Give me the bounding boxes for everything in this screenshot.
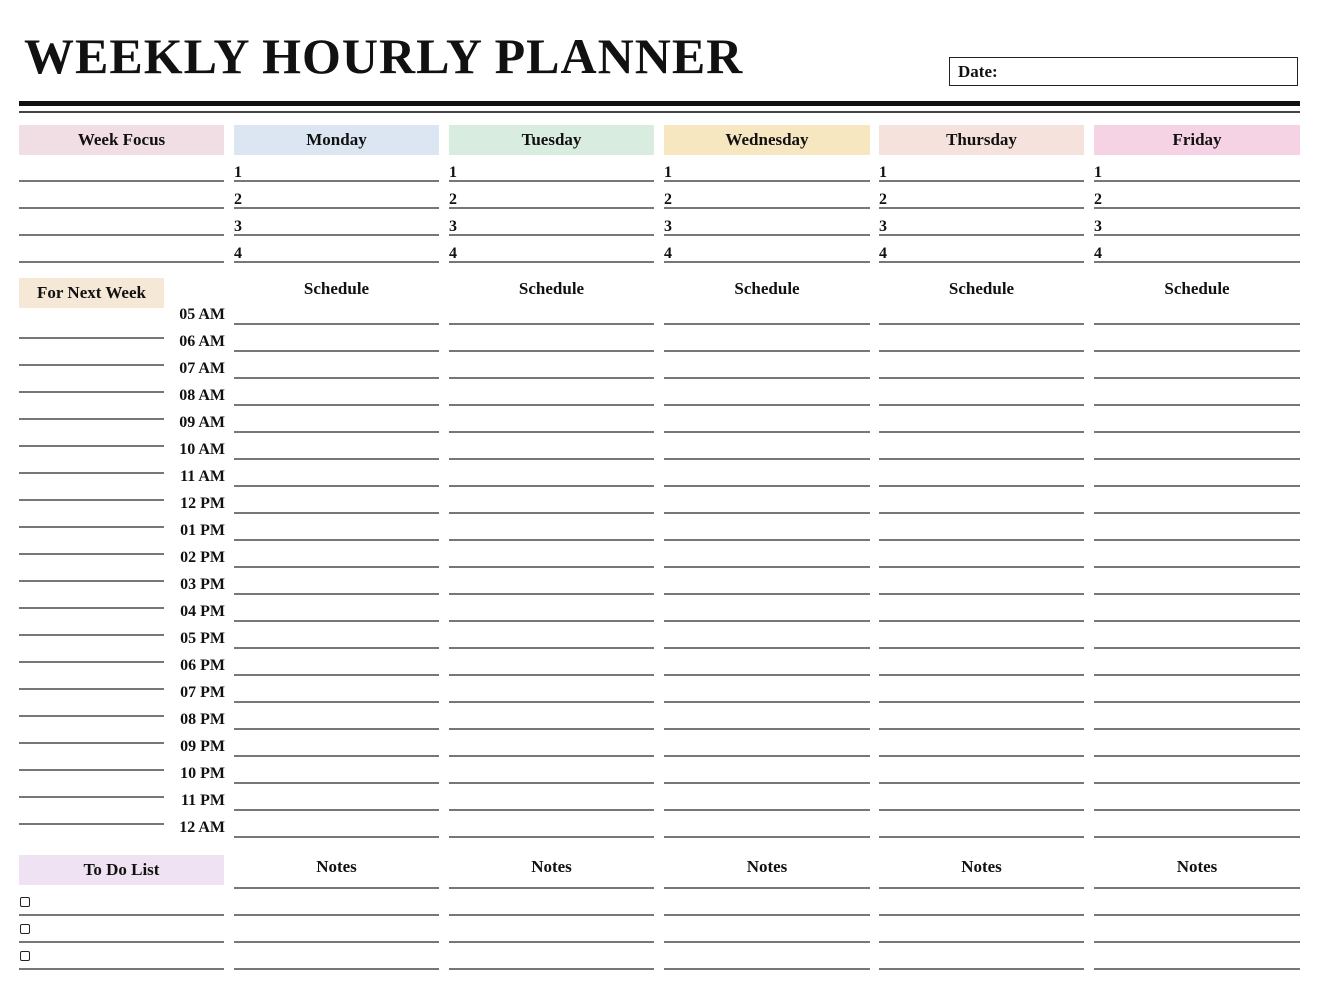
schedule-line[interactable] [879,350,1084,352]
priority-line[interactable] [1094,234,1300,236]
schedule-line[interactable] [879,539,1084,541]
schedule-line[interactable] [879,701,1084,703]
next-week-line[interactable] [19,634,164,636]
next-week-line[interactable] [19,526,164,528]
priority-line[interactable] [664,207,870,209]
todo-checkbox[interactable] [20,951,30,961]
schedule-line[interactable] [449,458,654,460]
day-header-monday: Monday [234,125,439,155]
schedule-line[interactable] [449,755,654,757]
todo-list-header: To Do List [19,855,224,885]
schedule-line[interactable] [234,485,439,487]
next-week-line[interactable] [19,391,164,393]
schedule-line[interactable] [1094,458,1300,460]
time-label: 10 PM [180,765,225,782]
time-label: 12 PM [180,495,225,512]
schedule-line[interactable] [449,377,654,379]
schedule-line[interactable] [449,809,654,811]
time-label: 02 PM [180,549,225,566]
notes-line[interactable] [449,887,654,889]
schedule-line[interactable] [234,512,439,514]
schedule-line[interactable] [234,809,439,811]
notes-line[interactable] [234,968,439,970]
notes-header: Notes [316,857,357,876]
priority-number: 1 [449,164,457,181]
schedule-line[interactable] [449,431,654,433]
schedule-header: Schedule [734,279,800,298]
notes-header: Notes [961,857,1002,876]
schedule-line[interactable] [1094,593,1300,595]
notes-line[interactable] [1094,941,1300,943]
schedule-line[interactable] [1094,674,1300,676]
time-label: 10 AM [179,441,225,458]
schedule-line[interactable] [1094,323,1300,325]
priority-line[interactable] [879,261,1084,263]
schedule-line[interactable] [879,431,1084,433]
schedule-line[interactable] [449,782,654,784]
schedule-line[interactable] [664,755,870,757]
schedule-line[interactable] [879,485,1084,487]
notes-line[interactable] [879,941,1084,943]
schedule-line[interactable] [879,323,1084,325]
schedule-line[interactable] [1094,377,1300,379]
schedule-header: Schedule [518,279,585,298]
schedule-line[interactable] [449,647,654,649]
priority-number: 3 [234,218,242,235]
schedule-line[interactable] [1094,782,1300,784]
day-header-friday: Friday [1094,125,1300,155]
priority-number: 2 [449,191,457,208]
priority-number: 3 [664,218,672,235]
week-focus-line[interactable] [19,261,224,263]
priority-number: 2 [234,191,242,208]
schedule-line[interactable] [664,566,870,568]
schedule-line[interactable] [234,782,439,784]
date-field[interactable]: Date: [949,57,1298,86]
schedule-line[interactable] [449,728,654,730]
notes-line[interactable] [449,968,654,970]
schedule-line[interactable] [1094,809,1300,811]
for-next-week-header: For Next Week [19,278,164,308]
schedule-line[interactable] [879,755,1084,757]
schedule-line[interactable] [234,647,439,649]
day-header-tuesday: Tuesday [449,125,654,155]
schedule-line[interactable] [1094,404,1300,406]
week-focus-line[interactable] [19,234,224,236]
schedule-line[interactable] [879,512,1084,514]
notes-line[interactable] [1094,968,1300,970]
schedule-line[interactable] [1094,512,1300,514]
notes-line[interactable] [879,914,1084,916]
schedule-line[interactable] [449,566,654,568]
next-week-line[interactable] [19,823,164,825]
priority-number: 1 [664,164,672,181]
schedule-line[interactable] [234,323,439,325]
next-week-line[interactable] [19,688,164,690]
time-label: 06 AM [179,333,225,350]
schedule-line[interactable] [664,728,870,730]
schedule-line[interactable] [879,377,1084,379]
schedule-line[interactable] [449,539,654,541]
priority-line[interactable] [879,180,1084,182]
priority-number: 4 [449,245,457,262]
schedule-header: Schedule [1164,279,1230,298]
notes-header: Notes [1176,857,1218,876]
week-focus-line[interactable] [19,180,224,182]
schedule-line[interactable] [1094,755,1300,757]
time-label: 04 PM [180,603,225,620]
schedule-line[interactable] [234,458,439,460]
schedule-line[interactable] [664,458,870,460]
schedule-line[interactable] [234,404,439,406]
time-label: 08 AM [179,387,225,404]
next-week-line[interactable] [19,796,164,798]
schedule-line[interactable] [664,620,870,622]
priority-line[interactable] [234,261,439,263]
todo-checkbox[interactable] [20,924,30,934]
schedule-line[interactable] [234,836,439,838]
priority-line[interactable] [449,234,654,236]
schedule-line[interactable] [234,377,439,379]
schedule-line[interactable] [1094,836,1300,838]
header-divider-thin [19,111,1300,113]
schedule-line[interactable] [664,485,870,487]
schedule-line[interactable] [449,620,654,622]
next-week-line[interactable] [19,499,164,501]
schedule-header: Schedule [948,279,1015,298]
notes-line[interactable] [234,914,439,916]
priority-line[interactable] [1094,261,1300,263]
time-label: 08 PM [180,711,225,728]
next-week-line[interactable] [19,472,164,474]
schedule-line[interactable] [879,620,1084,622]
notes-line[interactable] [234,941,439,943]
notes-header: Notes [531,857,572,876]
next-week-line[interactable] [19,661,164,663]
notes-line[interactable] [1094,914,1300,916]
todo-line[interactable] [19,968,224,970]
schedule-line[interactable] [449,404,654,406]
notes-line[interactable] [879,887,1084,889]
time-label: 05 AM [179,306,225,323]
schedule-line[interactable] [449,701,654,703]
priority-number: 3 [1094,218,1102,235]
priority-number: 2 [1094,191,1102,208]
schedule-line[interactable] [234,593,439,595]
schedule-line[interactable] [234,620,439,622]
priority-line[interactable] [234,234,439,236]
page-title: WEEKLY HOURLY PLANNER [24,28,744,84]
priority-number: 1 [1094,164,1102,181]
schedule-line[interactable] [664,539,870,541]
next-week-line[interactable] [19,769,164,771]
schedule-line[interactable] [664,593,870,595]
schedule-line[interactable] [234,566,439,568]
next-week-line[interactable] [19,715,164,717]
notes-line[interactable] [664,887,870,889]
schedule-line[interactable] [664,782,870,784]
schedule-line[interactable] [1094,728,1300,730]
schedule-line[interactable] [1094,701,1300,703]
schedule-line[interactable] [664,674,870,676]
priority-line[interactable] [879,234,1084,236]
next-week-line[interactable] [19,337,164,339]
notes-line[interactable] [234,887,439,889]
schedule-line[interactable] [449,512,654,514]
schedule-line[interactable] [234,701,439,703]
priority-number: 4 [664,245,672,262]
schedule-line[interactable] [664,404,870,406]
schedule-line[interactable] [1094,620,1300,622]
priority-number: 4 [1094,245,1102,262]
schedule-line[interactable] [234,728,439,730]
schedule-line[interactable] [1094,485,1300,487]
schedule-line[interactable] [449,674,654,676]
priority-number: 3 [879,218,887,235]
schedule-line[interactable] [879,809,1084,811]
schedule-line[interactable] [234,755,439,757]
todo-line[interactable] [19,914,224,916]
time-label: 11 AM [180,468,225,485]
schedule-line[interactable] [234,539,439,541]
header-divider-thick [19,101,1300,106]
schedule-line[interactable] [1094,350,1300,352]
schedule-line[interactable] [664,809,870,811]
schedule-line[interactable] [879,836,1084,838]
priority-number: 4 [879,245,887,262]
schedule-line[interactable] [449,350,654,352]
day-header-thursday: Thursday [879,125,1084,155]
schedule-line[interactable] [664,647,870,649]
priority-line[interactable] [664,261,870,263]
schedule-line[interactable] [879,674,1084,676]
schedule-line[interactable] [664,836,870,838]
schedule-line[interactable] [1094,431,1300,433]
schedule-line[interactable] [449,836,654,838]
notes-line[interactable] [879,968,1084,970]
time-label: 01 PM [180,522,225,539]
notes-line[interactable] [664,914,870,916]
priority-line[interactable] [664,234,870,236]
next-week-line[interactable] [19,742,164,744]
time-label: 07 PM [180,684,225,701]
next-week-line[interactable] [19,364,164,366]
schedule-line[interactable] [449,323,654,325]
priority-line[interactable] [449,261,654,263]
schedule-line[interactable] [664,323,870,325]
next-week-line[interactable] [19,418,164,420]
schedule-line[interactable] [879,458,1084,460]
schedule-line[interactable] [879,728,1084,730]
schedule-line[interactable] [664,701,870,703]
todo-checkbox[interactable] [20,897,30,907]
schedule-line[interactable] [664,377,870,379]
schedule-line[interactable] [449,593,654,595]
notes-line[interactable] [1094,887,1300,889]
time-label: 05 PM [180,630,225,647]
notes-line[interactable] [449,941,654,943]
schedule-header: Schedule [303,279,370,298]
schedule-line[interactable] [664,512,870,514]
notes-line[interactable] [664,941,870,943]
priority-line[interactable] [234,207,439,209]
priority-number: 2 [879,191,887,208]
time-label: 11 PM [181,792,225,809]
time-label: 09 PM [180,738,225,755]
priority-number: 2 [664,191,672,208]
schedule-line[interactable] [879,782,1084,784]
time-label: 07 AM [179,360,225,377]
priority-line[interactable] [234,180,439,182]
time-label: 03 PM [180,576,225,593]
schedule-line[interactable] [234,431,439,433]
schedule-line[interactable] [879,647,1084,649]
week-focus-line[interactable] [19,207,224,209]
priority-number: 4 [234,245,242,262]
priority-number: 1 [234,164,242,181]
schedule-line[interactable] [1094,566,1300,568]
day-header-wednesday: Wednesday [664,125,870,155]
priority-line[interactable] [449,207,654,209]
notes-line[interactable] [664,968,870,970]
notes-line[interactable] [449,914,654,916]
time-label: 09 AM [179,414,225,431]
next-week-line[interactable] [19,553,164,555]
schedule-line[interactable] [879,404,1084,406]
time-label: 12 AM [179,819,225,836]
schedule-line[interactable] [664,431,870,433]
schedule-line[interactable] [1094,539,1300,541]
priority-line[interactable] [664,180,870,182]
todo-line[interactable] [19,941,224,943]
next-week-line[interactable] [19,445,164,447]
schedule-line[interactable] [234,350,439,352]
next-week-line[interactable] [19,580,164,582]
priority-number: 1 [879,164,887,181]
week-focus-header: Week Focus [19,125,224,155]
schedule-line[interactable] [449,485,654,487]
schedule-line[interactable] [879,566,1084,568]
priority-line[interactable] [879,207,1084,209]
priority-line[interactable] [1094,207,1300,209]
priority-number: 3 [449,218,457,235]
schedule-line[interactable] [879,593,1084,595]
priority-line[interactable] [449,180,654,182]
priority-line[interactable] [1094,180,1300,182]
schedule-line[interactable] [1094,647,1300,649]
next-week-line[interactable] [19,607,164,609]
schedule-line[interactable] [234,674,439,676]
time-label: 06 PM [180,657,225,674]
notes-header: Notes [746,857,788,876]
schedule-line[interactable] [664,350,870,352]
